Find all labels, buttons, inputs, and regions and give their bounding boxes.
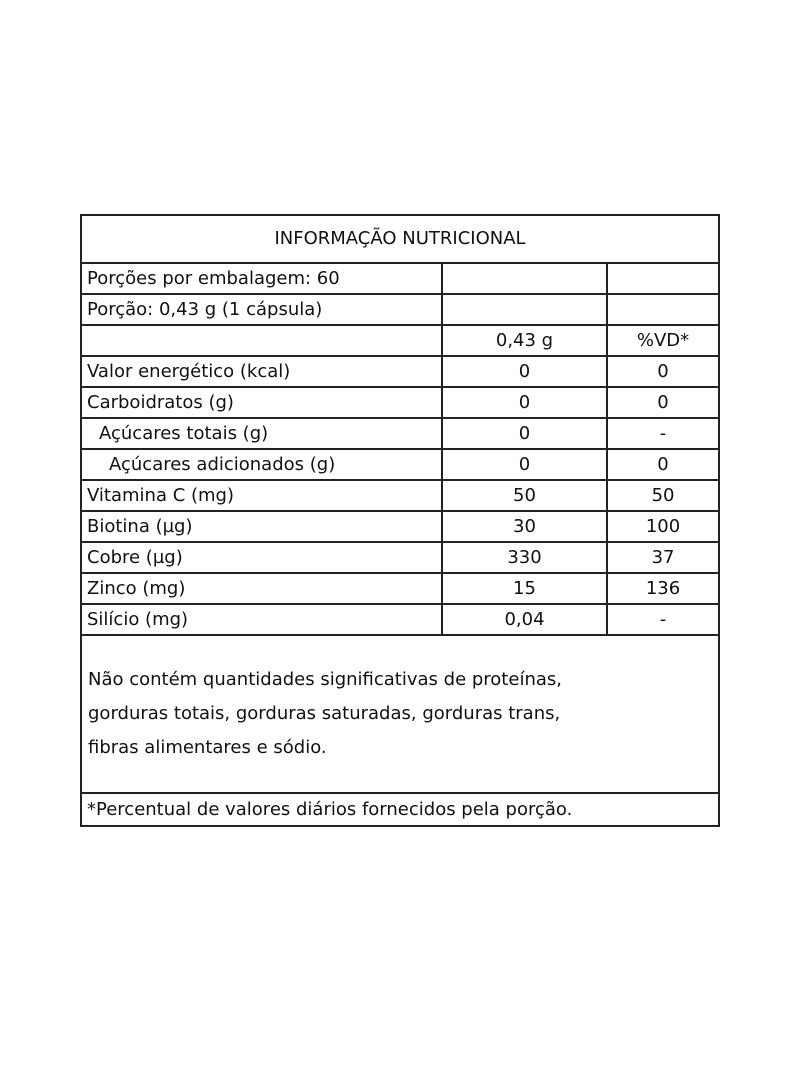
nutrient-label: Valor energético (kcal) bbox=[81, 356, 442, 387]
table-row bbox=[81, 573, 719, 604]
nutrient-label: Cobre (µg) bbox=[81, 542, 442, 573]
note-line: fibras alimentares e sódio. bbox=[88, 737, 327, 758]
nutrition-facts-table bbox=[80, 214, 720, 827]
table-row bbox=[81, 356, 719, 387]
nutrient-dv: 0 bbox=[607, 387, 719, 418]
servings-per-package: Porções por embalagem: 60 bbox=[81, 263, 442, 294]
nutrient-dv: 37 bbox=[607, 542, 719, 573]
nutrient-dv: 0 bbox=[607, 449, 719, 480]
nutrient-amount: 0 bbox=[442, 356, 607, 387]
empty-cell bbox=[607, 263, 719, 294]
table-row bbox=[81, 542, 719, 573]
nutrition-note bbox=[81, 635, 719, 793]
nutrient-amount: 0 bbox=[442, 418, 607, 449]
nutrient-label: Carboidratos (g) bbox=[81, 387, 442, 418]
nutrient-label: Vitamina C (mg) bbox=[81, 480, 442, 511]
note-line: Não contém quantidades significativas de proteínas, bbox=[88, 669, 562, 690]
nutrient-dv: 50 bbox=[607, 480, 719, 511]
nutrient-dv: 136 bbox=[607, 573, 719, 604]
nutrient-amount: 30 bbox=[442, 511, 607, 542]
nutrient-label: Açúcares totais (g) bbox=[81, 418, 442, 449]
serving-size-row bbox=[81, 294, 719, 325]
table-row bbox=[81, 387, 719, 418]
serving-size: Porção: 0,43 g (1 cápsula) bbox=[81, 294, 442, 325]
nutrient-label: Silício (mg) bbox=[81, 604, 442, 635]
table-row bbox=[81, 418, 719, 449]
nutrient-amount: 0 bbox=[442, 387, 607, 418]
nutrient-dv: - bbox=[607, 418, 719, 449]
empty-cell bbox=[607, 294, 719, 325]
nutrient-amount: 330 bbox=[442, 542, 607, 573]
nutrient-amount: 0 bbox=[442, 449, 607, 480]
table-row bbox=[81, 511, 719, 542]
nutrient-amount: 0,04 bbox=[442, 604, 607, 635]
header-amount: 0,43 g bbox=[442, 325, 607, 356]
empty-cell bbox=[81, 325, 442, 356]
title-row bbox=[81, 215, 719, 263]
nutrient-amount: 50 bbox=[442, 480, 607, 511]
nutrient-label: Zinco (mg) bbox=[81, 573, 442, 604]
empty-cell bbox=[442, 294, 607, 325]
table-row bbox=[81, 604, 719, 635]
nutrient-dv: 0 bbox=[607, 356, 719, 387]
nutrient-dv: 100 bbox=[607, 511, 719, 542]
empty-cell bbox=[442, 263, 607, 294]
table-title: INFORMAÇÃO NUTRICIONAL bbox=[81, 215, 719, 263]
nutrient-label: Biotina (µg) bbox=[81, 511, 442, 542]
table-row bbox=[81, 449, 719, 480]
footnote: *Percentual de valores diários fornecidos pela porção. bbox=[81, 793, 719, 826]
nutrient-dv: - bbox=[607, 604, 719, 635]
servings-row bbox=[81, 263, 719, 294]
column-header-row bbox=[81, 325, 719, 356]
nutrient-amount: 15 bbox=[442, 573, 607, 604]
header-dv: %VD* bbox=[607, 325, 719, 356]
note-row bbox=[81, 635, 719, 793]
nutrient-label: Açúcares adicionados (g) bbox=[81, 449, 442, 480]
table-row bbox=[81, 480, 719, 511]
footnote-row bbox=[81, 793, 719, 826]
note-line: gorduras totais, gorduras saturadas, gorduras trans, bbox=[88, 703, 561, 724]
